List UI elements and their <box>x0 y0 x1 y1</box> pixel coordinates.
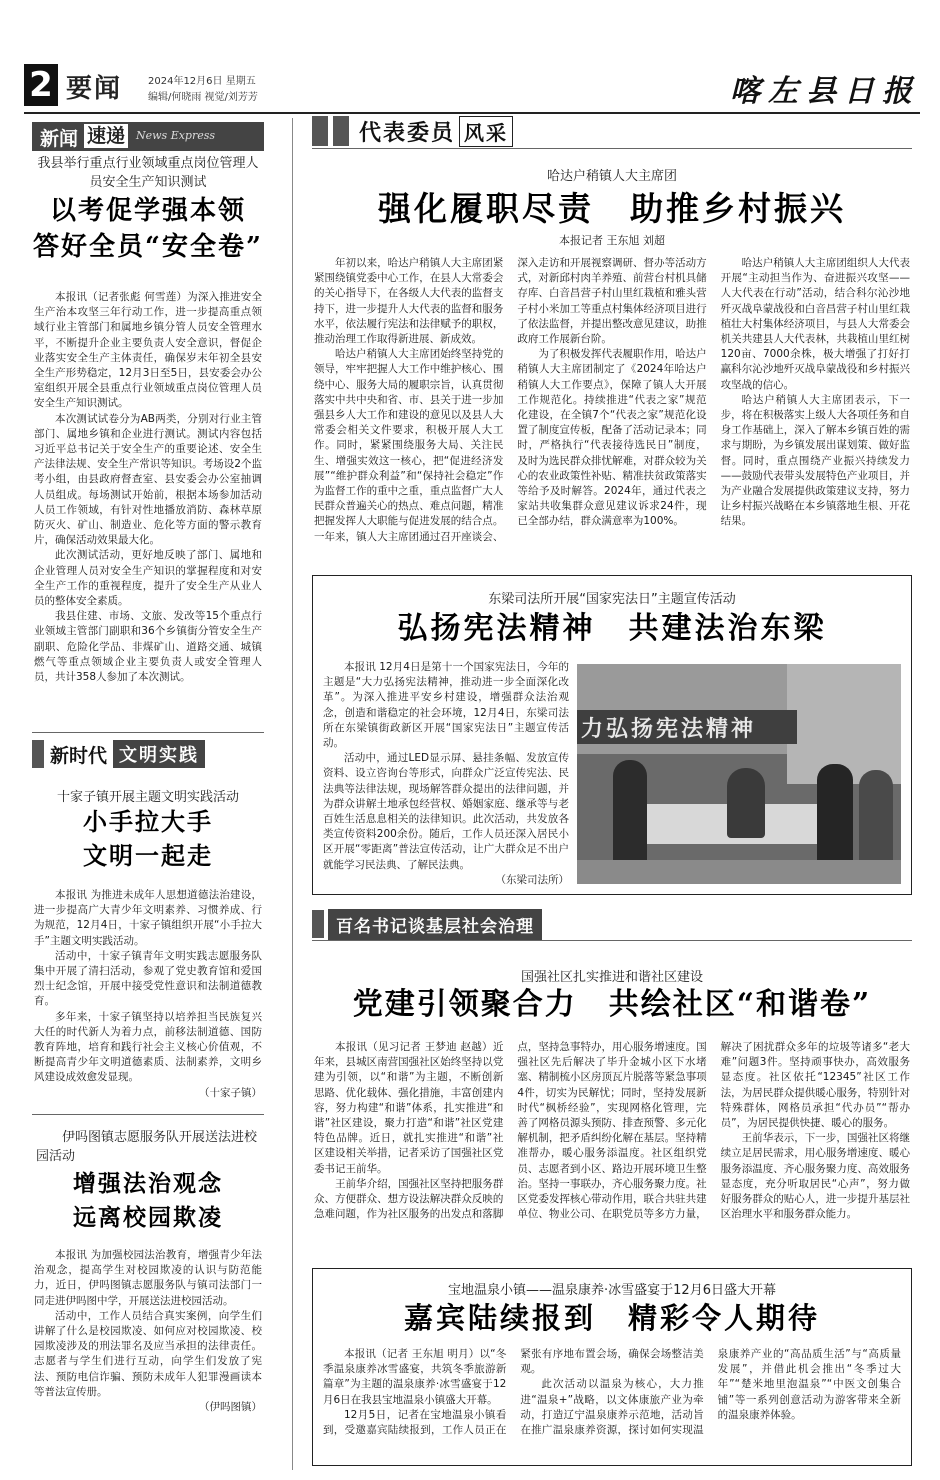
issue-date: 2024年12月6日 星期五 <box>148 76 256 87</box>
photo-ground <box>577 860 901 884</box>
civilization-para-2: 活动中，十家子镇青年文明实践志愿服务队集中开展了清扫活动，参观了党史教育馆和爱国烈士纪念馆，开展中接受党性意识和法制道德教育。 <box>34 949 262 1008</box>
masthead <box>24 60 920 112</box>
news-express-title-en: News Express <box>136 129 216 142</box>
civilization-para-3: 多年来，十家子镇坚持以培养担当民族复兴大任的时代新人为着力点，前移法制道德、国防教育阵地，培育和践行社会主义核心价值观，不断提高青少年文明道德素质、法制素养，文明乡风建设成效愈发显现。 <box>34 1010 262 1084</box>
civilization-credit: （十家子镇） <box>199 1086 262 1099</box>
safety-para-1: 本报讯（记者张彪 何雪莲）为深入推进安全生产治本攻坚三年行动工作，进一步提高重点领域行业主管部门和属地乡镇分管人员安全管理水平，不断提升企业主要负责人安全意识，督促企业落实安全生产主体责任，确保岁末年初全县安全生产形势稳定，12月3日至5日，县安委会办公室组织开展全县重点行业领域重点岗位管理人员安全生产知识测试。 <box>34 291 262 410</box>
header-block <box>32 740 44 768</box>
secretaries-header <box>312 908 912 940</box>
safety-article <box>34 290 262 728</box>
header-block <box>312 910 324 938</box>
representatives-rule <box>312 148 912 149</box>
header-block <box>312 116 328 146</box>
representatives-para-1: 年初以来，哈达户稍镇人大主席团紧紧围绕镇党委中心工作，在县人大常委会的关心指导下，在各级人大代表的监督支持下，进一步提升人大代表的监督和服务水平，依法履行宪法和法律赋予的职权，推动治理工作取得新进展、新成效。 <box>314 257 504 346</box>
representatives-para-4: 哈达户稍镇人大主席团组织人大代表开展“主动担当作为、奋进振兴攻坚——人大代表在行动”活动，结合科尔沁沙地歼灭战阜蒙战役和白音昌营子村山里红栽植壮大村集体经济项目，与县人大常委会机关共建县人大代表林，共栽植山里红树120亩、7000余株，极大增强了打好打赢科尔沁沙地歼灭战阜蒙战役和乡村振兴攻坚战的信心。 <box>720 257 910 391</box>
representatives-headline: 强化履职尽责 助推乡村振兴 <box>378 189 846 228</box>
representatives-section-b: 风采 <box>459 116 513 147</box>
secretaries-para-1: 本报讯（见习记者 王梦迪 赵越）近年来，县城区南营国强社区始终坚持以党建为引领，以“和谐”为主题，不断创新思路、优化载体、强化措施，丰富创建内容，努力构建“和谐”体系，扎实推进“和谐”社区建设，聚力打造“和谐”社区党建特色品牌。近日，就扎实推进“和谐”社区建设相关举措，记者采访了国强社区党委书记王前华。 <box>314 1041 504 1175</box>
constitution-credit: （东梁司法所） <box>495 873 569 886</box>
news-express-title-b: 速递 <box>84 124 128 148</box>
hotspring-box <box>312 1268 912 1466</box>
civilization-para-1: 本报讯 为推进未成年人思想道德法治建设，进一步提高广大青少年文明素养、习惯养成、行为规范，12月4日，十家子镇组织开展“小手拉大手”主题文明实践活动。 <box>34 889 262 947</box>
secretaries-para-3: 王前华表示，下一步，国强社区将继续立足居民需求，用心服务增速度、暖心服务添温度、齐心服务聚力度、高效服务显态度，充分听取居民“心声”，努力做好服务群众的贴心人，进一步提升基层社区治理水平和服务群众能力。 <box>720 1132 910 1221</box>
secretaries-headline: 党建引领聚合力 共绘社区“和谐卷” <box>352 987 872 1022</box>
representatives-para-5: 哈达户稍镇人大主席团表示，下一步，将在积极落实上级人大各项任务和自身工作基础上，深入了解本乡镇百姓的需求与期盼，为乡镇发展出谋划策、做好监督。同时，重点围绕产业振兴持续发力——鼓励代表带头发展特色产业项目，并为产业融合发展提供政策建议支持，努力让乡村振兴战略在本乡镇落地生根、开花结果。 <box>720 393 910 528</box>
left-divider-1 <box>32 732 264 733</box>
civilization-headline-1: 小手拉大手 <box>83 807 213 836</box>
photo-banner-text: 力弘扬宪法精神 <box>581 717 757 742</box>
constitution-kicker: 东梁司法所开展“国家宪法日”主题宣传活动 <box>488 592 736 607</box>
column-rule <box>292 118 293 1470</box>
secretaries-article <box>314 1040 910 1252</box>
editors-line: 编辑/何晓雨 视觉/刘芳芳 <box>148 92 258 103</box>
representatives-byline: 本报记者 王东旭 刘超 <box>559 234 665 247</box>
hotspring-para-2: 12月5日，记者在宝地温泉小镇看到，受邀嘉宾陆续报到，工作人员正在紧张有序地布置会场，确保会场整洁美观。 <box>323 1348 704 1437</box>
photo-person <box>817 764 853 872</box>
civilization-header-blocks <box>32 740 44 768</box>
civilization-header <box>32 738 264 770</box>
paper-logo: 喀左县日报 <box>730 74 920 109</box>
secretaries-kicker: 国强社区扎实推进和谐社区建设 <box>520 970 703 985</box>
safety-para-4: 我县住建、市场、文旅、发改等15个重点行业领域主管部门副职和36个乡镇街分管安全生产副职、危险化学品、非煤矿山、道路交通、城镇燃气等重点领域企业主要负责人或安全管理人员，共计358人参加了本次测试。 <box>34 610 262 684</box>
hotspring-kicker: 宝地温泉小镇——温泉康养·冰雪盛宴于12月6日盛大开幕 <box>448 1283 776 1298</box>
secretaries-para-2: 王前华介绍，国强社区坚持把服务群众、方便群众、想方设法解决群众反映的急难问题，作为社区服务的出发点和落脚点，坚持急事特办，用心服务增速度。国强社区先后解决了毕升金城小区下水堵塞、精制梳小区房顶瓦片脱落等紧急事项4件，切实为民解忧；同时，坚持发展新时代“枫桥经验”，实现网格化管理，完善了网格员源头预防、排查预警、多元化解机制，把矛盾纠纷化解在基层。坚持精准帮办，暖心服务添温度。社区组织党员、志愿者到小区、路边开展环境卫生整治。坚持一事联办，齐心服务聚力度。社区党委发挥核心带动作用，联合共驻共建单位、物业公司、在职党员等多方力量，解决了困扰群众多年的垃圾等诸多“老大难”问题3件。坚持顽事快办，高效服务显态度。社区依托“12345”社区工作法，为居民群众提供暖心服务，特别针对特殊群体，网格员承担“代办员”“帮办员”，为居民提供快捷、暖心的服务。 <box>314 1041 910 1221</box>
header-block <box>333 116 349 146</box>
constitution-headline: 弘扬宪法精神 共建法治东梁 <box>397 611 827 646</box>
news-express-title-a: 新闻 <box>40 128 79 150</box>
page-number: 2 <box>24 64 58 106</box>
representatives-header <box>312 114 912 148</box>
representatives-section-a: 代表委员 <box>359 120 456 146</box>
campus-para-1: 本报讯 为加强校园法治教育，增强青少年法治观念，提高学生对校园欺凌的认识与防范能力，近日，伊吗图镇志愿服务队与镇司法部门一同走进伊吗图中学，开展送法进校园活动。 <box>34 1249 262 1307</box>
section-name: 要闻 <box>66 74 123 104</box>
safety-para-3: 此次测试活动，更好地反映了部门、属地和企业管理人员对安全生产知识的掌握程度和对安全生产工作的重视程度，提升了安全生产从业人员的整体安全素质。 <box>34 549 262 608</box>
photo-banner <box>577 710 797 744</box>
representatives-header-blocks <box>312 116 349 146</box>
constitution-article <box>323 660 569 886</box>
constitution-box <box>312 575 912 895</box>
civilization-title-b: 文明实践 <box>113 740 205 768</box>
safety-headline-1: 以考促学强本领 <box>49 196 246 226</box>
campus-article <box>34 1248 262 1464</box>
representatives-para-3: 为了积极发挥代表履职作用，哈达户稍镇人大主席团制定了《2024年哈达户稍镇人大工作要点》，保障了镇人大开展工作规范化。持续推进“代表之家”规范化建设，在全镇7个“代表之家”规范化设置了制度宣传板，配备了活动记录本；同时，严格执行“代表接待选民日”制度，及时为选民群众排忧解难，对群众较为关心的农业政策性补贴、精准扶贫政策落实等给予及时解答。2024年，通过代表之家站共收集群众意见建议诉求24件，现已全部办结，群众满意率为100%。 <box>517 348 707 528</box>
hotspring-headline: 嘉宾陆续报到 精彩令人期待 <box>403 1301 820 1335</box>
campus-credit: （伊吗图镇） <box>199 1401 262 1414</box>
representatives-article <box>314 256 910 558</box>
safety-headline-2: 答好全员“安全卷” <box>33 232 263 262</box>
photo-person <box>859 770 893 874</box>
left-divider-2 <box>32 1114 264 1115</box>
hotspring-para-3: 此次活动以温泉为核心，大力推进“温泉+”战略，以文体康旅产业为牵动，打造辽宁温泉康养示范地，活动旨在推广温泉康养资源，探讨如何实现温泉康养产业的“高品质生活”与“高质量发展”，并借此机会推出“冬季过大年”“楚米地里泡温泉”“中医文创集合铺”等一系列创意活动为游客带来全新的温泉康养体验。 <box>520 1348 901 1437</box>
civilization-kicker: 十家子镇开展主题文明实践活动 <box>56 790 239 805</box>
campus-para-2: 活动中，工作人员结合真实案例，向学生们讲解了什么是校园欺凌、如何应对校园欺凌、校园欺凌涉及的刑法罪名及应当承担的法律责任。志愿者与学生们进行互动，向学生们发放了宪法、预防电信诈骗、预防未成年人犯罪漫画读本等普法宣传册。 <box>34 1309 262 1398</box>
civilization-article <box>34 888 262 1104</box>
photo-person <box>613 760 647 870</box>
secretaries-rule <box>312 940 912 941</box>
hotspring-article <box>323 1347 901 1459</box>
news-express-header <box>32 122 264 150</box>
hotspring-para-1: 本报讯（记者 王东旭 明月）以“冬季温泉康养冰雪盛宴，共筑冬季旅游新篇章”为主题的温泉康养·冰雪盛宴于12月6日在我县宝地温泉小镇盛大开幕。 <box>323 1348 507 1406</box>
civilization-title-a: 新时代 <box>50 744 108 767</box>
safety-para-2: 本次测试试卷分为AB两类，分别对行业主管部门、属地乡镇和企业进行测试。测试内容包括习近平总书记关于安全生产的重要论述、安全生产法律法规、安全生产常识等知识。考场设2个监考小组，由县政府督查室、县安委会办公室抽调人员组成。每场测试开始前，根据本场参加活动人员工作领域，有针对性地播放消防、森林草原防灭火、矿山、制造业、危化等方面的警示教育片，确保活动效果最大化。 <box>34 412 262 547</box>
secretaries-section: 百名书记谈基层社会治理 <box>328 909 542 940</box>
constitution-para-2: 活动中，通过LED显示屏、悬挂条幅、发放宣传资料、设立咨询台等形式，向群众广泛宣传宪法、民法典等法律法规，现场解答群众提出的法律问题，并为群众讲解土地承包经营权、婚姻家庭、继承等与老百姓生活息息相关的法律知识。此次活动，共发放各类宣传资料200余份。随后，工作人员还深入居民小区开展“零距离”普法宣传活动，让广大群众足不出户就能学习民法典、了解民法典。 <box>323 752 569 871</box>
constitution-para-1: 本报讯 12月4日是第十一个国家宪法日，今年的主题是“大力弘扬宪法精神，推动进一步全面深化改革”。为深入推进平安乡村建设，增强群众法治观念，创造和谐稳定的社会环境，12月4日，东梁司法所在东梁镇街政新区开展“国家宪法日”主题宣传活动。 <box>323 661 569 750</box>
safety-kicker: 我县举行重点行业领域重点岗位管理人员安全生产知识测试 <box>37 156 259 190</box>
photo-person <box>727 768 765 838</box>
news-express-underline <box>32 150 264 151</box>
campus-headline-2: 远离校园欺凌 <box>73 1204 223 1231</box>
civilization-headline-2: 文明一起走 <box>83 841 213 870</box>
constitution-photo <box>577 664 901 884</box>
representatives-para-2: 哈达户稍镇人大主席团始终坚持党的领导，牢牢把握人大工作中维护核心、围绕中心、服务大局的履职宗旨，认真贯彻落实中共中央和省、市、县关于进一步加强县乡人大工作和建设的意见以及县人大常委会相关文件要求，积极开展人大工作。同时，紧紧围绕服务大局、关注民生、增强实效这一核心，把“促进经济发展”“维护群众利益”和“保持社会稳定”作为监督工作的重中之重，重点监督广大人民群众普遍关心的热点、难点问题，精准把握发挥人大职能与促进发展的结合点。一年来，镇人大主席团通过召开座谈会、深入走访和开展视察调研、督办等活动方式，对新邱村肉羊养殖、前营台村机具储存库、白音昌营子村山里红栽植和雅头营子村小米加工等重点村集体经济项目进行了依法监督，并提出整改意见建议，助推政府工作展新台阶。 <box>314 257 707 543</box>
representatives-kicker: 哈达户稍镇人大主席团 <box>546 169 677 184</box>
campus-kicker: 伊吗图镇志愿服务队开展送法进校园活动 <box>36 1130 258 1164</box>
secretaries-header-blocks <box>312 910 324 938</box>
campus-headline-1: 增强法治观念 <box>73 1170 223 1197</box>
